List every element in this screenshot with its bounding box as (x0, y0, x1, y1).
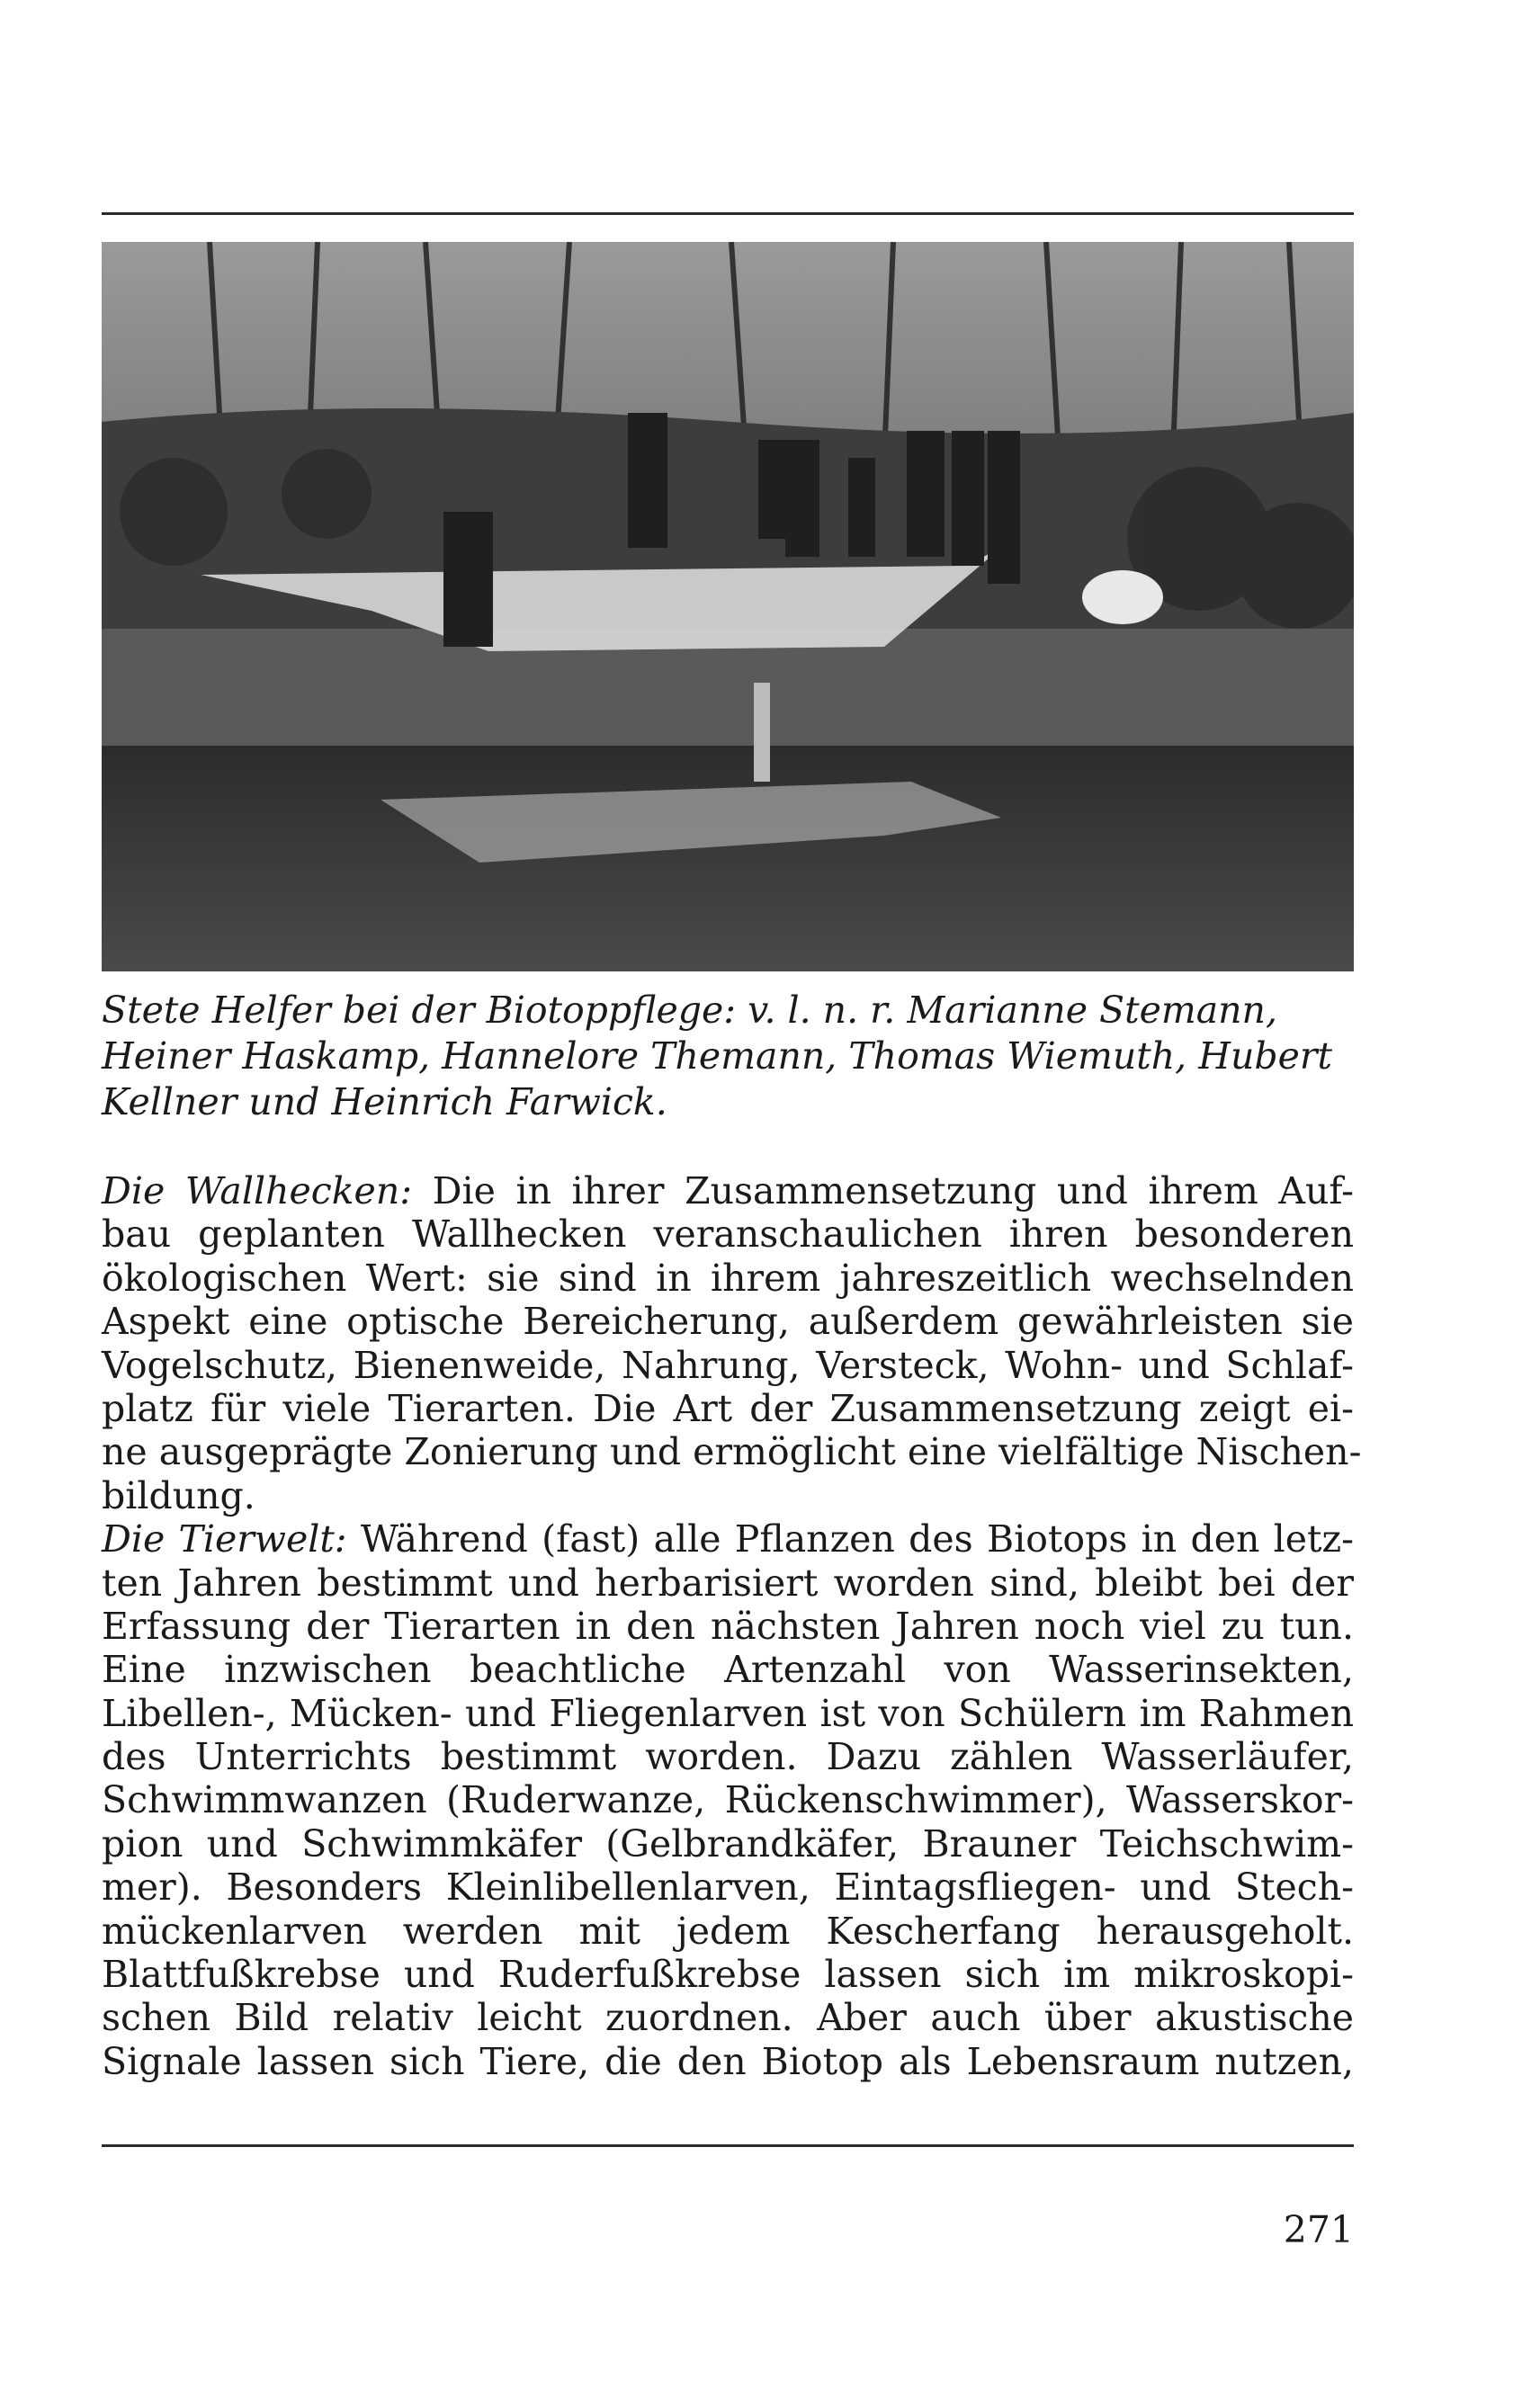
text-line: ökologischen Wert: sie sind in ihrem jahreszeitlich wechselnden (102, 1256, 1354, 1300)
body-text (102, 1169, 1362, 2083)
bottom-rule (102, 2144, 1354, 2147)
caption-line: Kellner und Heinrich Farwick. (102, 1080, 667, 1123)
text-line: Erfassung der Tierarten in den nächsten Jahren noch viel zu tun. (102, 1604, 1354, 1648)
text-line: Eine inzwischen beachtliche Artenzahl von Wasserinsekten, (102, 1648, 1354, 1692)
text-line: Schwimmwanzen (Ruderwanze, Rückenschwimmer), Wasserskor- (102, 1778, 1354, 1822)
top-rule (102, 212, 1354, 215)
text-line: Signale lassen sich Tiere, die den Biotop als Lebensraum nutzen, (102, 2039, 1354, 2083)
caption-line: Heiner Haskamp, Hannelore Themann, Thomas Wiemuth, Hubert (102, 1034, 1332, 1078)
section-heading-wallhecken: Die Wallhecken: (102, 1169, 413, 1212)
text-line: pion und Schwimmkäfer (Gelbrandkäfer, Brauner Teichschwim- (102, 1821, 1354, 1866)
text-segment: Die in ihrer Zusammensetzung und ihrem Auf- (432, 1169, 1354, 1212)
text-line: platz für viele Tierarten. Die Art der Zusammensetzung zeigt ei- (102, 1386, 1354, 1430)
photo-caption (102, 988, 1354, 1125)
text-line: des Unterrichts bestimmt worden. Dazu zählen Wasserläufer, (102, 1735, 1354, 1779)
biotope-photo (102, 242, 1354, 971)
text-line: schen Bild relativ leicht zuordnen. Aber auch über akustische (102, 1996, 1354, 2040)
text-line (102, 1517, 1354, 1561)
photo-illustration (102, 242, 1354, 971)
text-line: ne ausgeprägte Zonierung und ermöglicht eine vielfältige Nischen- (102, 1430, 1362, 1474)
text-line: bau geplanten Wallhecken veranschaulichen ihren besonderen (102, 1212, 1354, 1257)
text-line: Blattfußkrebse und Ruderfußkrebse lassen sich im mikroskopi- (102, 1953, 1354, 1997)
page-number: 271 (1283, 2208, 1354, 2251)
text-line: Vogelschutz, Bienenweide, Nahrung, Versteck, Wohn- und Schlaf- (102, 1343, 1354, 1387)
text-line: Aspekt eine optische Bereicherung, außerdem gewährleisten sie (102, 1300, 1354, 1344)
text-segment: Während (fast) alle Pflanzen des Biotops in den letz- (360, 1517, 1354, 1561)
text-line (102, 1169, 1354, 1212)
section-heading-tierwelt: Die Tierwelt: (102, 1517, 347, 1561)
text-line: mückenlarven werden mit jedem Kescherfang herausgeholt. (102, 1909, 1354, 1953)
text-line: ten Jahren bestimmt und herbarisiert worden sind, bleibt bei der (102, 1561, 1354, 1605)
caption-line: Stete Helfer bei der Biotoppflege: v. l. n. r. Marianne Stemann, (102, 989, 1277, 1032)
text-line: mer). Besonders Kleinlibellenlarven, Eintagsfliegen- und Stech- (102, 1866, 1354, 1910)
text-line: Libellen-, Mücken- und Fliegenlarven ist von Schülern im Rahmen (102, 1691, 1354, 1735)
text-line: bildung. (102, 1473, 255, 1517)
